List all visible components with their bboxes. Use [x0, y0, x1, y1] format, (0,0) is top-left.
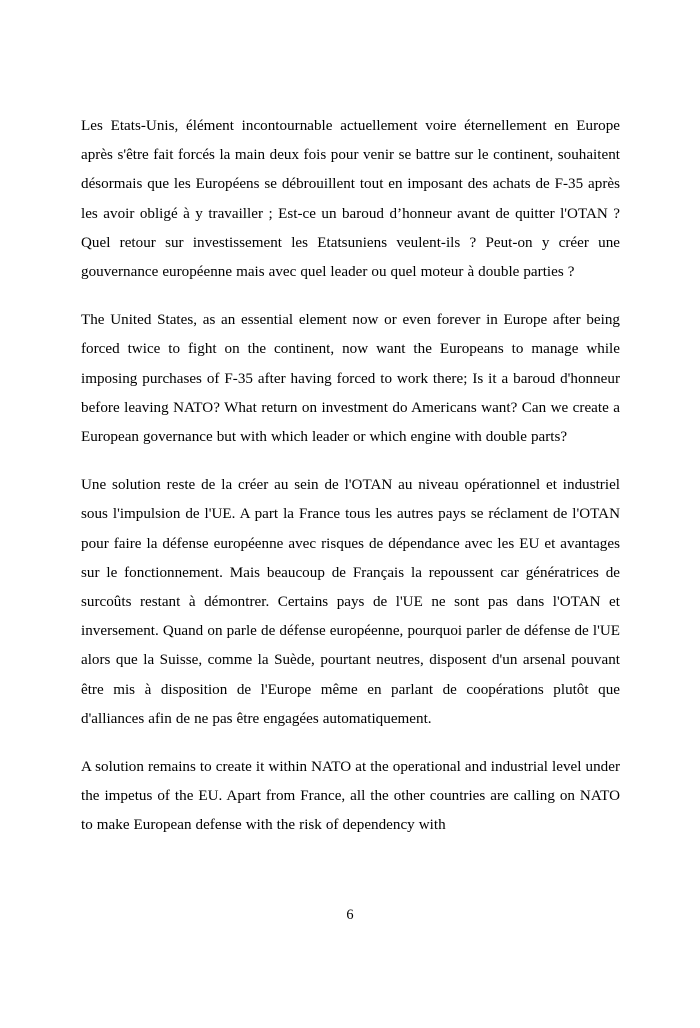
paragraph-french-2: Une solution reste de la créer au sein de l'OTAN au niveau opérationnel et industriel sous l'impulsion de l'UE. A part la France tous les autres pays se réclament de l'OTAN pour faire la défense européenne avec risques de dépendance avec les EU et avantages sur le fonctionnement. Mais beaucoup de Français la repoussent car génératrices de surcoûts restant à démontrer. Certains pays de l'UE ne sont pas dans l'OTAN et inversement. Quand on parle de défense européenne, pourquoi parler de défense de l'UE alors que la Suisse, comme la Suède, pourtant neutres, disposent d'un arsenal pouvant être mis à disposition de l'Europe même en parlant de coopérations plutôt que d'alliances afin de ne pas être engagées automatiquement. [81, 477, 620, 727]
page-number: 6 [346, 907, 354, 923]
paragraph-english-2: A solution remains to create it within NATO at the operational and industrial level under the impetus of the EU. Apart from France, all the other countries are calling on NATO to make European defense with the risk of dependency with [81, 759, 620, 834]
body-text-column [81, 112, 620, 841]
paragraph-english-1: The United States, as an essential element now or even forever in Europe after being forced twice to fight on the continent, now want the Europeans to manage while imposing purchases of F-35 after having forced to work there; Is it a baroud d'honneur before leaving NATO? What return on investment do Americans want? Can we create a European governance but with which leader or which engine with double parts? [81, 312, 620, 446]
paragraph-french-1: Les Etats-Unis, élément incontournable actuellement voire éternellement en Europe après s'être fait forcés la main deux fois pour venir se battre sur le continent, souhaitent désormais que les Européens se débrouillent tout en imposant des achats de F-35 après les avoir obligé à y travailler ; Est-ce un baroud d’honneur avant de quitter l'OTAN ? Quel retour sur investissement les Etatsuniens veulent-ils ? Peut-on y créer une gouvernance européenne mais avec quel leader ou quel moteur à double parties ? [81, 118, 620, 281]
